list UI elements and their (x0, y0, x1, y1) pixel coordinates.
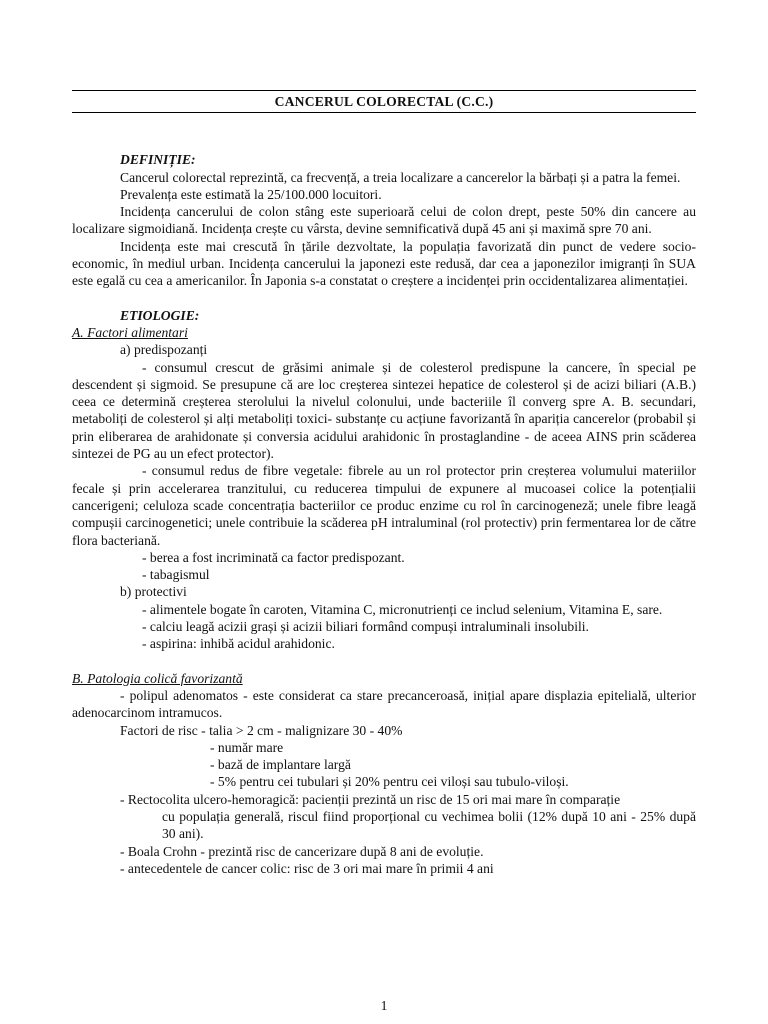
document-title: CANCERUL COLORECTAL (C.C.) (72, 90, 696, 113)
antecedente-item: - antecedentele de cancer colic: risc de 3 ori mai mare în primii 4 ani (120, 860, 494, 876)
predispozant-item: - tabagismul (142, 567, 210, 583)
rectocolita-continuation: cu populația generală, riscul fiind proporțional cu vechimea bolii (12% după 10 ani - 25% după 30 ani). (162, 808, 696, 842)
spacer (72, 290, 696, 307)
rectocolita-first-line: - Rectocolita ulcero-hemoragică: pacienții prezintă un risc de 15 ori mai mare în comparație (120, 791, 621, 807)
definitie-paragraph-3: Incidența cancerului de colon stâng este superioară celui de colon drept, peste 50% din cancere au localizare sigmoidiană. Incidența crește cu vârsta, devine semnificativă după 45 ani și maximă spre 70 ani. (72, 204, 696, 237)
risk-factor-item: - 5% pentru cei tubulari și 20% pentru cei viloși sau tubulo-viloși. (210, 774, 569, 790)
risk-factor-item: - bază de implantare largă (210, 757, 351, 773)
section-b-heading: B. Patologia colică favorizantă (72, 670, 243, 686)
polip-paragraph: - polipul adenomatos - este considerat ca stare precanceroasă, inițial apare displazia epitelială, ulterior adenocarcinom intramucos. (72, 687, 696, 721)
predispozant-item: - consumul crescut de grăsimi animale și de colesterol predispune la cancere, în special pe descendent și sigmoid. Se presupune că are loc creșterea sintezei hepatice de colesterol și de acizi biliari (A.B.) ceea ce determină creșterea sterolului la nivelul colonului, unde bacteriile îl converg spre A. B. secundari, metaboliți de colesterol și alți metaboliți toxici- substanțe cu acțiune favorizantă în apariția cancerelor (probabil și prin eliberarea de arahidonate și conversia acidului arahidonic în prostaglandine - de aceea AINS prin scăderea sintezei de PG au un efect protector). (72, 359, 696, 462)
risk-factor-item: - număr mare (210, 739, 284, 755)
definitie-paragraph-1: Cancerul colorectal reprezintă, ca frecvență, a treia localizare a cancerelor la bărbați și a patra la femei. (120, 169, 681, 185)
predispozant-item: - consumul redus de fibre vegetale: fibrele au un rol protector prin creșterea volumului materiilor fecale și prin accelerarea tranzitului, cu reducerea timpului de expunere al mucoasei colice la potențialii cancerigeni; celuloza scade concentrația bacteriilor ce produc enzime cu rol în carcinogeneză; unele fibre leagă compușii carcinogenetici; unele contribuie la scăderea pH intraluminal (rol protectiv) prin fermentarea lor de către flora bacteriană. (72, 463, 696, 548)
protectiv-item: - alimentele bogate în caroten, Vitamina C, micronutrienți ce includ selenium, Vitamina E, sare. (142, 601, 663, 617)
factori-risc-line: Factori de risc - talia > 2 cm - malignizare 30 - 40% (120, 722, 403, 738)
protectivi-label: b) protectivi (120, 584, 187, 600)
predispozanti-label: a) predispozanți (120, 342, 208, 358)
predispozant-item: - berea a fost incriminată ca factor predispozant. (142, 549, 405, 565)
spacer (72, 653, 696, 670)
page-content (72, 90, 696, 877)
definitie-paragraph-2: Prevalența este estimată la 25/100.000 locuitori. (120, 186, 382, 202)
definitie-heading: DEFINIȚIE: (120, 152, 196, 168)
page-number: 1 (380, 998, 388, 1013)
protectiv-item: - aspirina: inhibă acidul arahidonic. (142, 636, 335, 652)
protectiv-item: - calciu leagă acizii grași și acizii biliari formând compuși intraluminali insolubili. (142, 619, 589, 635)
rectocolita-item (72, 791, 696, 843)
section-a-heading: A. Factori alimentari (72, 324, 188, 340)
crohn-item: - Boala Crohn - prezintă risc de cancerizare după 8 ani de evoluție. (120, 843, 484, 859)
definitie-paragraph-4: Incidența este mai crescută în țările dezvoltate, la populația favorizată din punct de vedere socio-economic, în mediul urban. Incidența cancerului la japonezi este redusă, dar cea a japonezilor imigranți în SUA este egală cu cea a americanilor. În Japonia s-a constatat o creștere a incidenței prin occidentalizarea alimentației. (72, 238, 696, 289)
etiologie-heading: ETIOLOGIE: (120, 307, 200, 323)
